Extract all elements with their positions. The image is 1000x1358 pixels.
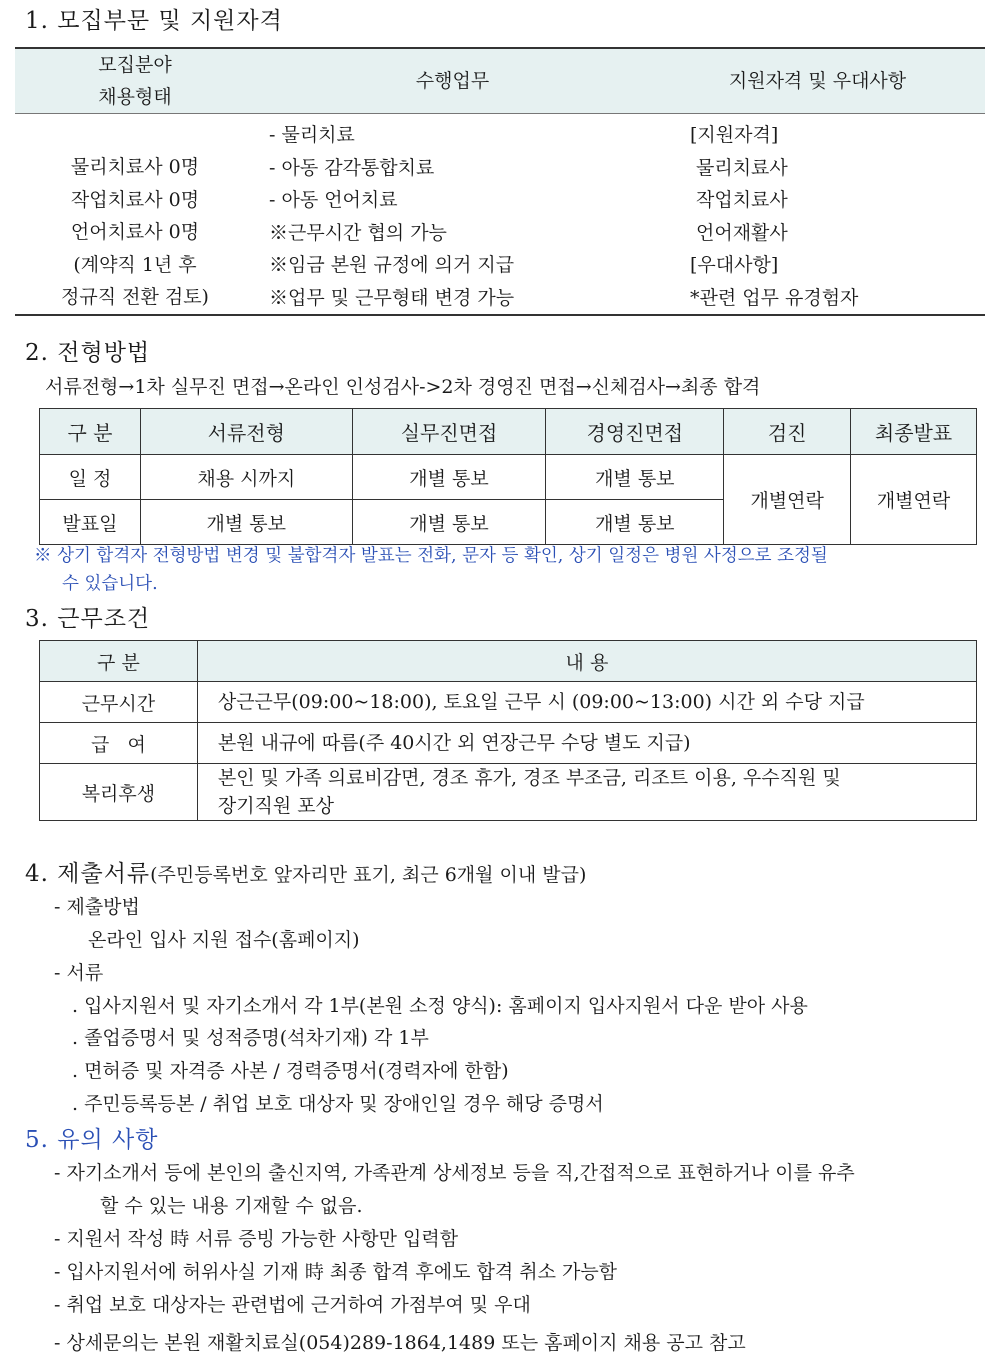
documents-label: - 서류 xyxy=(54,962,104,984)
notice-item: - 지원서 작성 時 서류 증빙 가능한 사항만 입력함 xyxy=(54,1228,459,1250)
notice-item: - 상세문의는 본원 재활치료실(054)289-1864,1489 또는 홈페이지 채용 공고 참고 xyxy=(54,1332,746,1354)
label-salary: 급 여 xyxy=(40,723,198,764)
selection-note-cont: 수 있습니다. xyxy=(62,574,158,594)
section-2-title: 2. 전형방법 xyxy=(25,340,151,366)
duties-cell xyxy=(255,114,650,316)
section-4-title xyxy=(25,855,586,888)
duty-line: - 아동 감각통합치료 xyxy=(269,156,435,179)
selection-flow: 서류전형→1차 실무진 면접→온라인 인성검사->2차 경영진 면접→신체검사→최종 합격 xyxy=(45,376,761,398)
position-line: 정규직 전환 검토) xyxy=(61,286,209,308)
section-5-title: 5. 유의 사항 xyxy=(25,1127,159,1153)
recruitment-table xyxy=(15,47,985,316)
row-label-announcement: 발표일 xyxy=(40,500,141,545)
working-conditions-table xyxy=(39,640,977,821)
document-item: . 졸업증명서 및 성적증명(석차기재) 각 1부 xyxy=(72,1027,429,1049)
label-working-hours: 근무시간 xyxy=(40,682,198,723)
schedule-cell: 채용 시까지 xyxy=(140,455,352,500)
qualification-line: 언어재활사 xyxy=(696,221,788,244)
position-line: 물리치료사 0명 xyxy=(70,156,200,178)
positions-cell xyxy=(15,114,255,316)
position-line: 작업치료사 0명 xyxy=(70,188,200,211)
section-3-title: 3. 근무조건 xyxy=(25,606,151,632)
header-medical-check: 검진 xyxy=(724,409,851,455)
benefits-line: 본인 및 가족 의료비감면, 경조 휴가, 경조 부조금, 리조트 이용, 우수직원 및 xyxy=(217,767,841,789)
announcement-cell: 개별 통보 xyxy=(140,500,352,545)
notice-item: - 입사지원서에 허위사실 기재 時 최종 합격 후에도 합격 취소 가능함 xyxy=(54,1261,618,1283)
document-item: . 주민등록등본 / 취업 보호 대상자 및 장애인일 경우 해당 증명서 xyxy=(72,1093,604,1115)
qualification-line: [우대사항] xyxy=(690,254,779,276)
announcement-cell: 개별 통보 xyxy=(352,500,546,545)
row-label-schedule: 일 정 xyxy=(40,455,141,500)
duty-line: - 물리치료 xyxy=(269,124,355,146)
benefits-line: 장기직원 포상 xyxy=(217,795,335,817)
label-benefits: 복리후생 xyxy=(40,764,198,821)
header-field: 모집분야 xyxy=(98,54,172,76)
header-duties: 수행업무 xyxy=(255,48,650,114)
header-final-announcement: 최종발표 xyxy=(851,409,977,455)
salary-content: 본원 내규에 따름(주 40시간 외 연장근무 수당 별도 지급) xyxy=(197,723,976,764)
document-item: . 면허증 및 자격증 사본 / 경력증명서(경력자에 한함) xyxy=(72,1060,509,1082)
header-employment-type: 채용형태 xyxy=(98,86,172,108)
notice-item-cont: 할 수 있는 내용 기재할 수 없음. xyxy=(100,1195,363,1217)
medical-check-cell: 개별연락 xyxy=(724,455,851,545)
qualification-line: 작업치료사 xyxy=(696,189,788,211)
schedule-cell: 개별 통보 xyxy=(546,455,724,500)
position-line: (계약직 1년 후 xyxy=(73,253,197,276)
duty-line: ※근무시간 협의 가능 xyxy=(269,221,447,244)
duty-line: - 아동 언어치료 xyxy=(269,189,398,211)
section-4-title-main: 4. 제출서류 xyxy=(25,861,151,887)
header-qualifications: 지원자격 및 우대사항 xyxy=(650,48,985,114)
qualification-line: *관련 업무 유경험자 xyxy=(690,286,859,309)
benefits-content xyxy=(197,764,976,821)
final-announcement-cell: 개별연락 xyxy=(851,455,977,545)
qualification-line: 물리치료사 xyxy=(696,156,788,179)
position-line: 언어치료사 0명 xyxy=(70,221,200,243)
submission-method: 온라인 입사 지원 접수(홈페이지) xyxy=(88,929,360,951)
working-hours-content: 상근근무(09:00~18:00), 토요일 근무 시 (09:00~13:00) 시간 외 수당 지급 xyxy=(197,682,976,723)
duty-line: ※임금 본원 규정에 의거 지급 xyxy=(269,254,515,276)
header-category: 구 분 xyxy=(40,641,198,682)
qualification-line: [지원자격] xyxy=(690,124,779,146)
selection-table xyxy=(39,408,977,545)
header-field-type xyxy=(15,48,255,114)
header-staff-interview: 실무진면접 xyxy=(352,409,546,455)
qualifications-cell xyxy=(650,114,985,316)
selection-note: ※ 상기 합격자 전형방법 변경 및 불합격자 발표는 전화, 문자 등 확인, 상기 일정은 병원 사정으로 조정될 xyxy=(34,546,828,566)
document-item: . 입사지원서 및 자기소개서 각 1부(본원 소정 양식): 홈페이지 입사지원서 다운 받아 사용 xyxy=(72,995,808,1017)
announcement-cell: 개별 통보 xyxy=(546,500,724,545)
header-category: 구 분 xyxy=(40,409,141,455)
section-1-title: 1. 모집부문 및 지원자격 xyxy=(25,8,283,34)
header-document-screening: 서류전형 xyxy=(140,409,352,455)
notice-item: - 취업 보호 대상자는 관련법에 근거하여 가점부여 및 우대 xyxy=(54,1294,531,1316)
duty-line: ※업무 및 근무형태 변경 가능 xyxy=(269,286,515,309)
header-executive-interview: 경영진면접 xyxy=(546,409,724,455)
notice-item: - 자기소개서 등에 본인의 출신지역, 가족관계 상세정보 등을 직,간접적으로 표현하거나 이를 유추 xyxy=(54,1162,855,1184)
submission-method-label: - 제출방법 xyxy=(54,896,140,918)
header-content: 내 용 xyxy=(197,641,976,682)
section-4-title-sub: (주민등록번호 앞자리만 표기, 최근 6개월 이내 발급) xyxy=(150,864,587,886)
schedule-cell: 개별 통보 xyxy=(352,455,546,500)
